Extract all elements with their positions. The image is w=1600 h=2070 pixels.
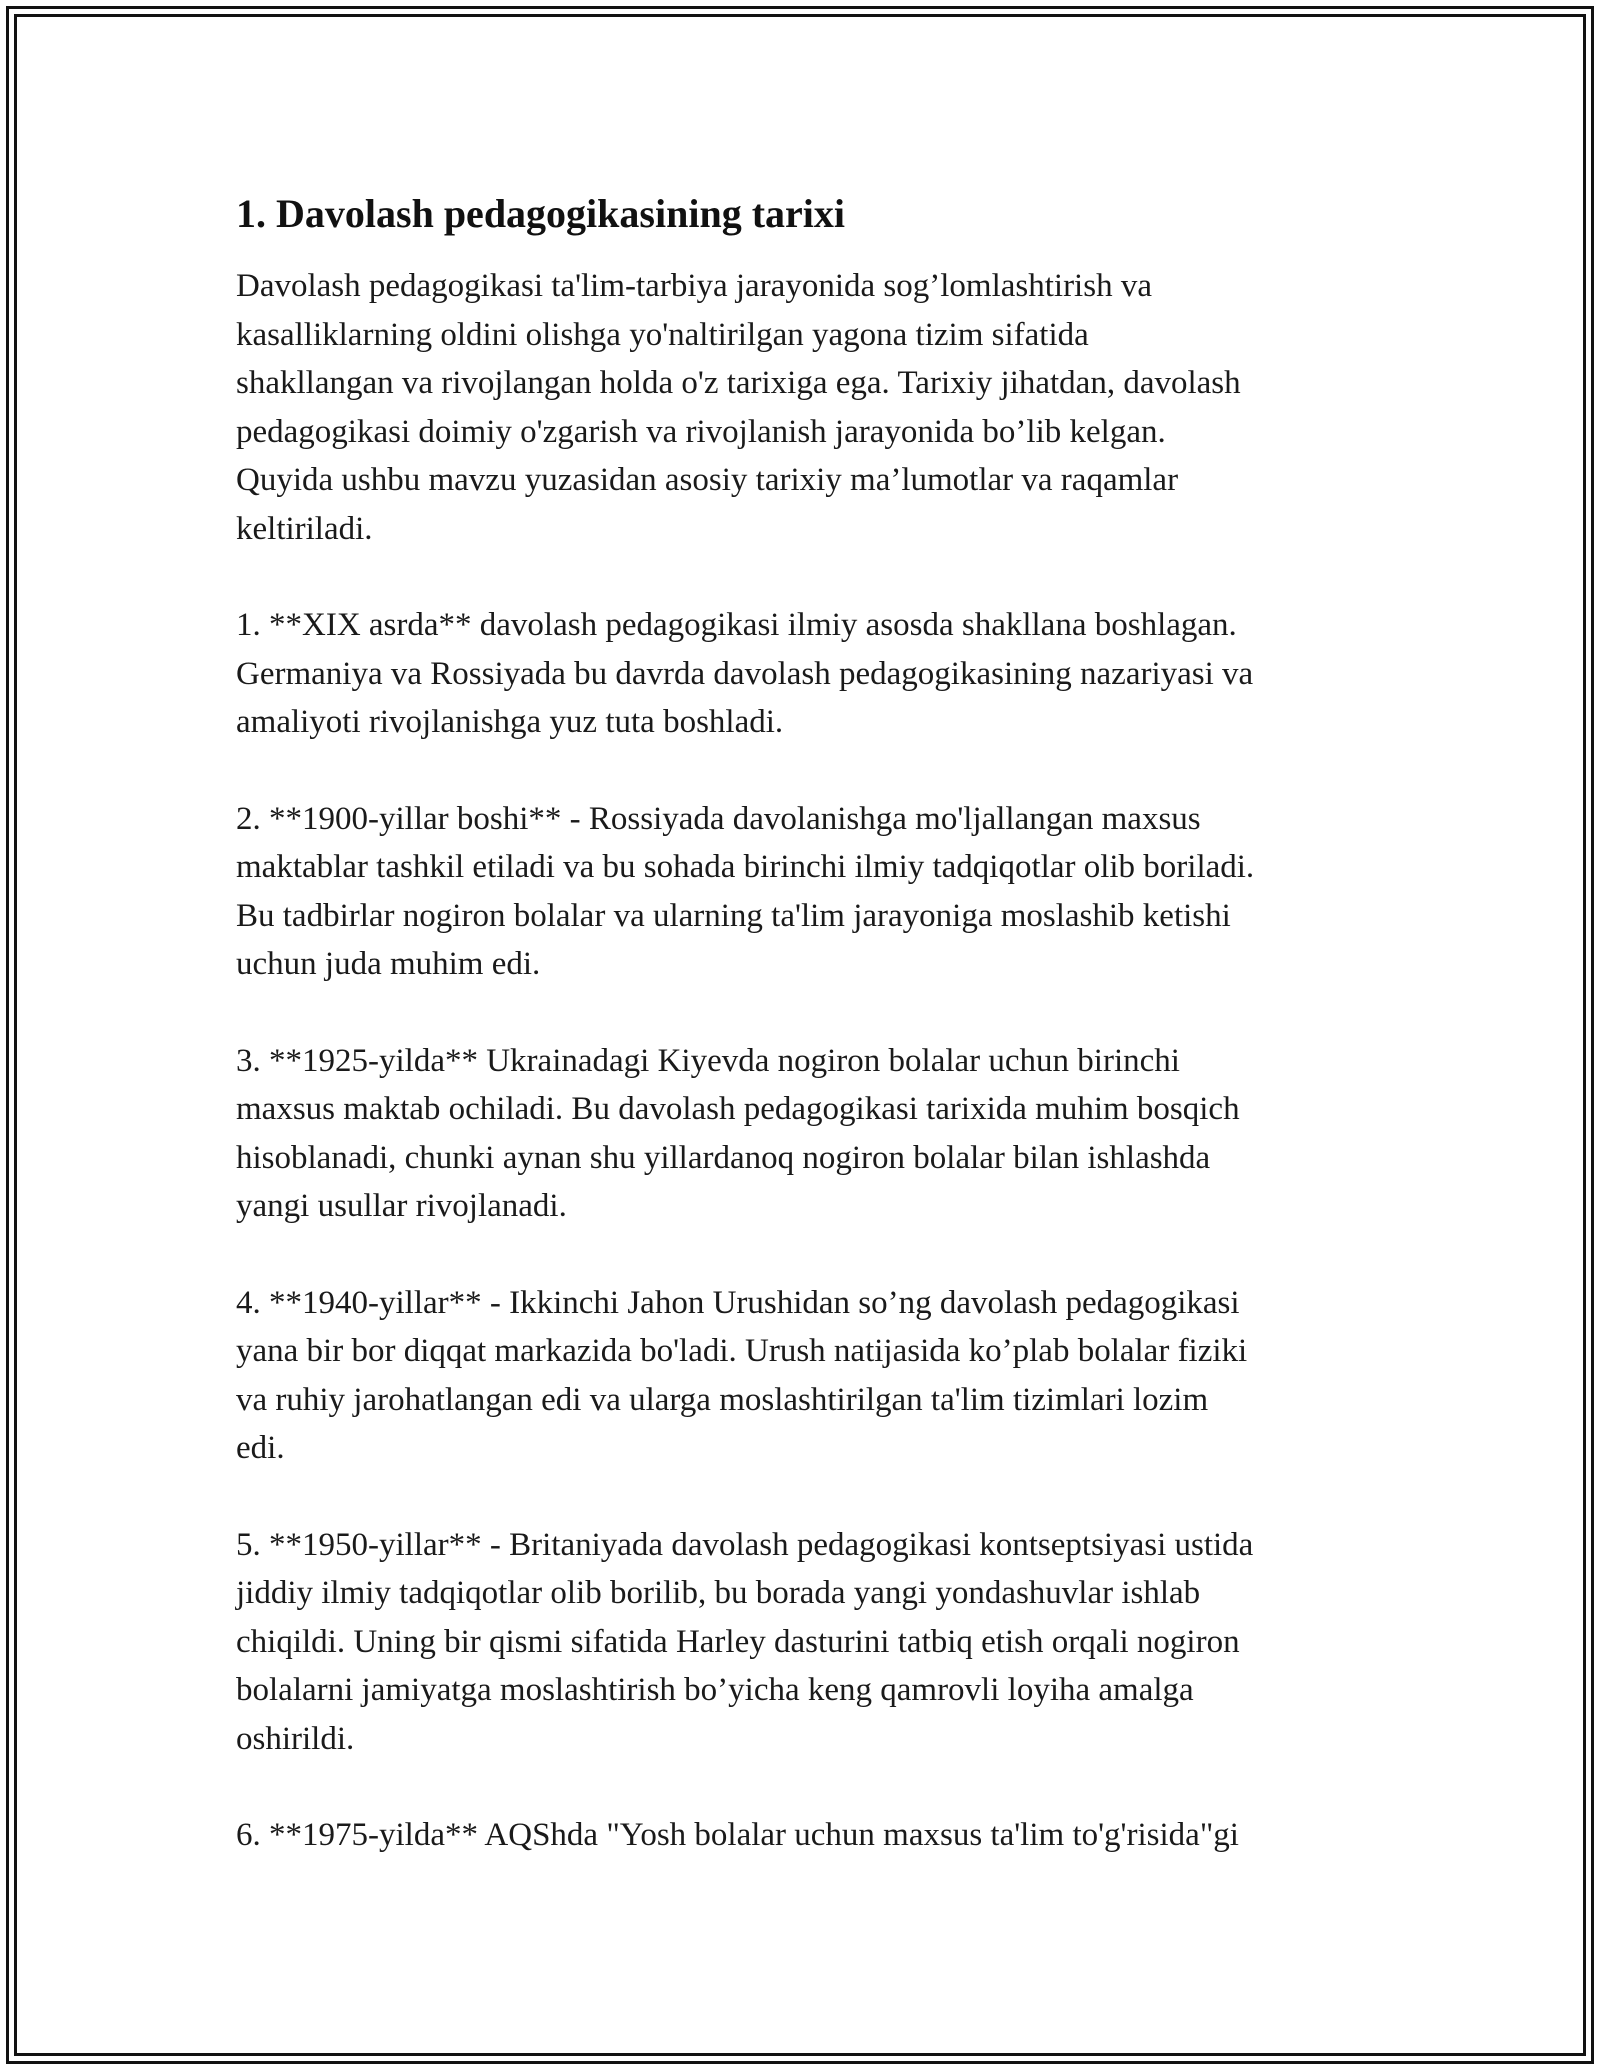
history-item-3: 3. **1925-yilda** Ukrainadagi Kiyevda nogiron bolalar uchun birinchi maxsus maktab ochiladi. Bu davolash pedagogikasi tarixida muhim bosqich hisoblanadi, chunki aynan shu yillardanoq nogiron bolalar bilan ishlashda yangi usullar rivojlanadi.: [236, 1042, 1240, 1224]
section-heading: 1. Davolash pedagogikasining tarixi: [236, 191, 846, 236]
document-body: [236, 186, 1386, 1908]
history-item-1: 1. **XIX asrda** davolash pedagogikasi ilmiy asosda shakllana boshlagan. Germaniya va Rossiyada bu davrda davolash pedagogikasining nazariyasi va amaliyoti rivojlanishga yuz tuta boshladi.: [236, 607, 1254, 740]
history-item-6: 6. **1975-yilda** AQShda "Yosh bolalar uchun maxsus ta'lim to'g'risida"gi: [236, 1817, 1239, 1853]
history-item-5: 5. **1950-yillar** - Britaniyada davolash pedagogikasi kontseptsiyasi ustida jiddiy ilmiy tadqiqotlar olib borilib, bu borada yangi yondashuvlar ishlab chiqildi. Uning bir qismi sifatida Harley dasturini tatbiq etish orqali nogiron bolalarni jamiyatga moslashtirish bo’yicha keng qamrovli loyiha amalga oshirildi.: [236, 1526, 1254, 1757]
history-item-4: 4. **1940-yillar** - Ikkinchi Jahon Urushidan so’ng davolash pedagogikasi yana bir bor diqqat markazida bo'ladi. Urush natijasida ko’plab bolalar fiziki va ruhiy jarohatlangan edi va ularga moslashtirilgan ta'lim tizimlari lozim edi.: [236, 1284, 1248, 1466]
history-item-2: 2. **1900-yillar boshi** - Rossiyada davolanishga mo'ljallangan maxsus maktablar tashkil etiladi va bu sohada birinchi ilmiy tadqiqotlar olib boriladi. Bu tadbirlar nogiron bolalar va ularning ta'lim jarayoniga moslashib ketishi uchun juda muhim edi.: [236, 800, 1255, 982]
intro-paragraph: Davolash pedagogikasi ta'lim-tarbiya jarayonida sog’lomlashtirish va kasalliklarning oldini olishga yo'naltirilgan yagona tizim sifatida shakllangan va rivojlangan holda o'z tarixiga ega. Tarixiy jihatdan, davolash pedagogikasi doimiy o'zgarish va rivojlanish jarayonida bo’lib kelgan. Quyida ushbu mavzu yuzasidan asosiy tarixiy ma’lumotlar va raqamlar keltiriladi.: [236, 268, 1241, 547]
